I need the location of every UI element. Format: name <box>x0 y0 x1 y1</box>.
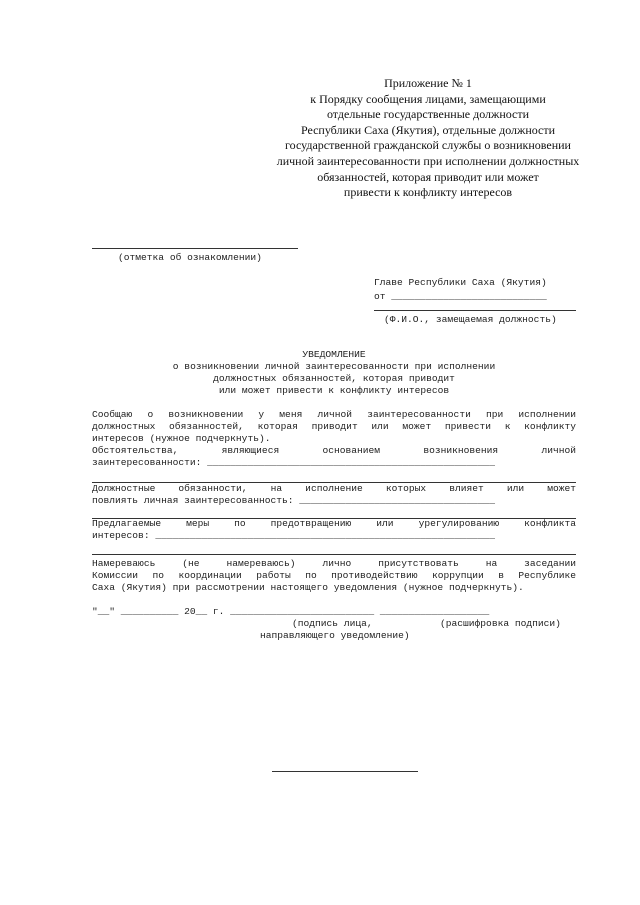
appendix-line: к Порядку сообщения лицами, замещающими <box>310 91 546 106</box>
p4-line: интересов: ___________________________________________________________ <box>92 530 496 541</box>
footer-rule <box>272 771 418 772</box>
addressee-fio-hint: (Ф.И.О., замещаемая должность) <box>384 314 557 325</box>
p2-line: заинтересованности: __________________________________________________ <box>92 457 496 468</box>
ack-mark-line <box>92 248 298 249</box>
p1-line: Сообщаю о возникновении у меня личной заинтересованности при исполнении <box>92 409 576 420</box>
appendix-line: отдельные государственные должности <box>326 107 530 122</box>
signature-date-line: "__" __________ 20__ г. _________________________ ___________________ <box>92 606 490 617</box>
appendix-line: привести к конфликту интересов <box>343 185 513 200</box>
p4-line: Предлагаемые меры по предотвращению или урегулированию конфликта <box>92 518 576 529</box>
appendix-header <box>256 76 600 201</box>
signature-hint: (подпись лица, <box>292 618 373 629</box>
appendix-line: обязанностей, которая приводит или может <box>317 169 539 184</box>
signature-hint-2: направляющего уведомление) <box>260 630 410 641</box>
notice-subtitle-line: должностных обязанностей, которая приводит <box>213 373 455 384</box>
decode-hint: (расшифровка подписи) <box>440 618 561 629</box>
appendix-line: государственной гражданской службы о возникновении <box>285 138 571 153</box>
p1-line: должностных обязанностей, которая приводит или может привести к конфликту <box>92 421 576 432</box>
notice-subtitle-line: или может привести к конфликту интересов <box>218 385 450 396</box>
p5-line: Комиссии по координации работы по противодействию коррупции в Республике <box>92 570 576 581</box>
p5-line: Намереваюсь (не намереваюсь) лично присутствовать на заседании <box>92 558 576 569</box>
ack-mark-caption: (отметка об ознакомлении) <box>118 252 262 263</box>
p3-line: Должностные обязанности, на исполнение которых влияет или может <box>92 483 576 494</box>
addressee-from: от ___________________________ <box>374 291 547 302</box>
p4-extra-line <box>92 554 576 555</box>
p2-line: Обстоятельства, являющиеся основанием возникновения личной <box>92 445 576 456</box>
notice-title: УВЕДОМЛЕНИЕ <box>302 349 366 360</box>
addressee-line <box>374 310 576 311</box>
appendix-line: Приложение № 1 <box>384 76 472 90</box>
p5-line: Саха (Якутия) при рассмотрении настоящего уведомления (нужное подчеркнуть). <box>92 582 524 593</box>
p3-line: повлиять личная заинтересованность: __________________________________ <box>92 495 496 506</box>
appendix-line: личной заинтересованности при исполнении должностных <box>276 153 580 168</box>
p1-line: интересов (нужное подчеркнуть). <box>92 433 271 444</box>
addressee-to: Главе Республики Саха (Якутия) <box>374 277 547 288</box>
notice-subtitle-line: о возникновении личной заинтересованности при исполнении <box>172 361 496 372</box>
appendix-line: Республики Саха (Якутия), отдельные должности <box>300 122 556 137</box>
